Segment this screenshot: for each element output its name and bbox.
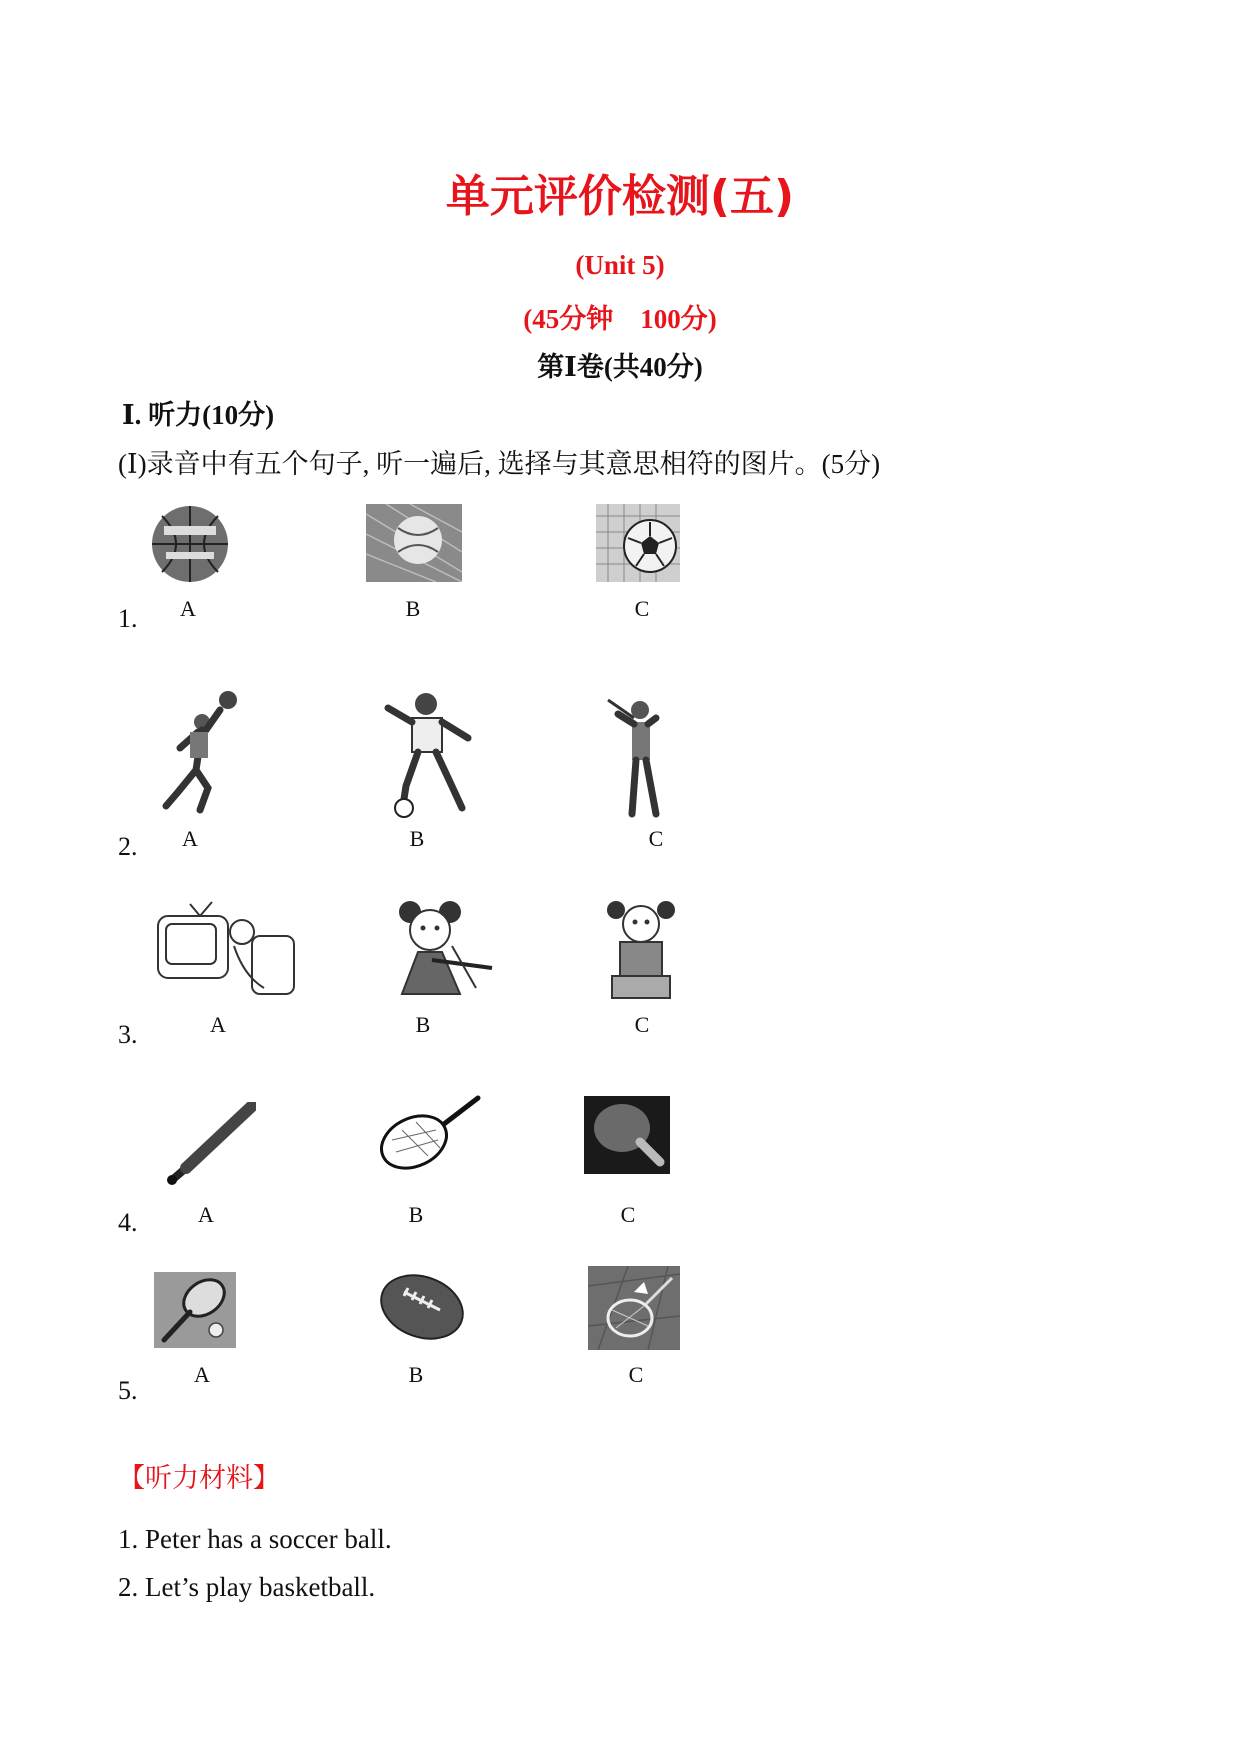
soccer-player-icon <box>376 690 484 818</box>
question-number: 3. <box>118 1020 138 1049</box>
question-number: 1. <box>118 604 138 633</box>
section-instruction: (Ⅰ)录音中有五个句子, 听一遍后, 选择与其意思相符的图片。(5分) <box>118 449 881 479</box>
section-heading: Ⅰ. 听力(10分) <box>122 400 275 430</box>
option-label: B <box>408 1362 424 1387</box>
badminton-icon <box>588 1266 680 1350</box>
reading-girl-icon <box>606 898 676 1002</box>
baseball-bat-icon <box>166 1102 256 1186</box>
option-label: B <box>405 596 421 621</box>
option-label: B <box>408 1202 424 1227</box>
question-number: 5. <box>118 1376 138 1405</box>
option-label: C <box>648 826 664 851</box>
option-label: A <box>210 1012 226 1037</box>
option-label: B <box>415 1012 431 1037</box>
unit-label: (Unit 5) <box>575 250 665 280</box>
option-label: C <box>634 596 650 621</box>
tennis-racket-icon <box>378 1094 482 1174</box>
question-number: 4. <box>118 1208 138 1237</box>
football-icon <box>378 1266 466 1348</box>
material-line: 1. Peter has a soccer ball. <box>118 1524 392 1554</box>
racket-and-ball-icon <box>154 1272 236 1348</box>
material-line: 2. Let’s play basketball. <box>118 1572 376 1602</box>
materials-title: 【听力材料】 <box>118 1463 280 1494</box>
basketball-icon <box>150 504 230 584</box>
time-score-label: (45分钟 100分) <box>523 304 717 334</box>
option-label: A <box>198 1202 214 1227</box>
soccer-ball-icon <box>596 504 680 582</box>
watching-tv-icon <box>154 896 298 998</box>
option-label: A <box>182 826 198 851</box>
basketball-player-icon <box>158 688 248 816</box>
option-label: A <box>194 1362 210 1387</box>
document-title: 单元评价检测(五) <box>445 171 795 222</box>
violin-girl-icon <box>392 896 496 1000</box>
option-label: C <box>620 1202 636 1227</box>
tennis-ball-icon <box>366 504 462 582</box>
volume-label: 第Ⅰ卷(共40分) <box>537 352 703 382</box>
option-label: A <box>180 596 196 621</box>
ping-pong-paddle-icon <box>584 1096 670 1174</box>
question-number: 2. <box>118 832 138 861</box>
option-label: B <box>409 826 425 851</box>
option-label: C <box>634 1012 650 1037</box>
golfer-icon <box>604 692 678 818</box>
option-label: C <box>628 1362 644 1387</box>
